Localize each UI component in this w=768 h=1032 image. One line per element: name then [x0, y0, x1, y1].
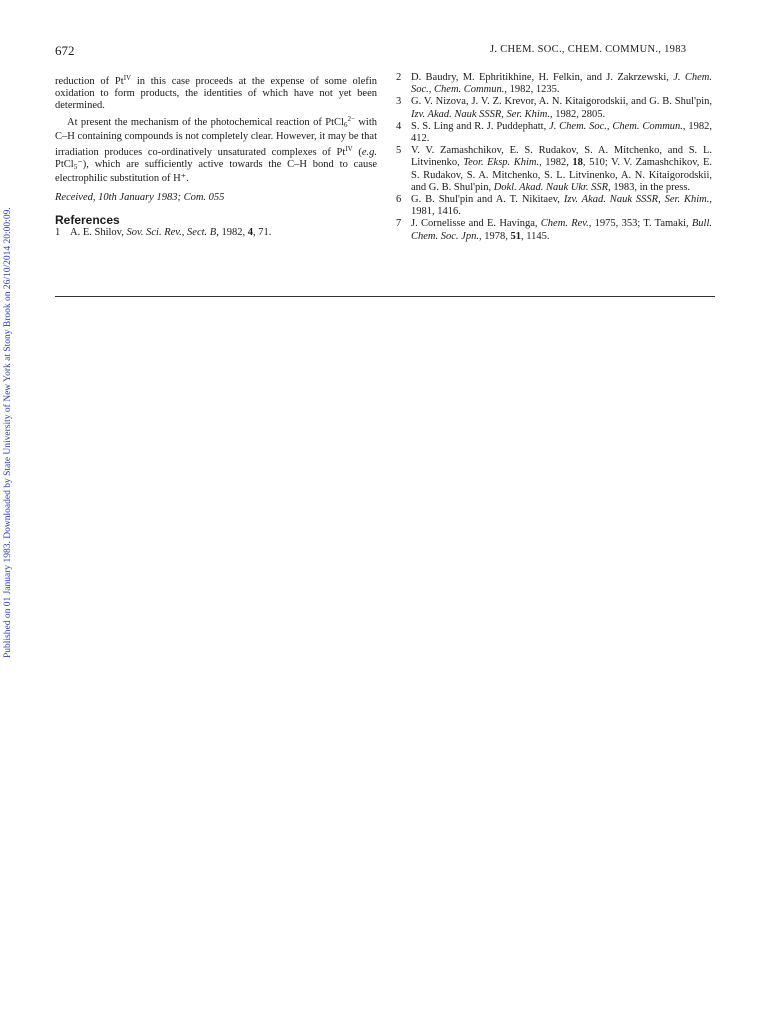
- bottom-rule: [55, 296, 715, 297]
- body-paragraph: reduction of $Pt^{IV}$ in this case proceeds at the expense of some olefin oxidation to form products, the identities of which have not yet been determined.: [55, 74, 378, 112]
- reference-3: 3 G. V. Nizova, J. V. Z. Krevor, A. N. Kitaigorodskii, and G. B. Shul'pin, Izv. Akad. Nauk SSSR, Ser. Khim., 1982, 2805.: [396, 96, 712, 120]
- received-line: Received, 10th January 1983; Com. 055: [55, 191, 225, 203]
- reference-2: 2 D. Baudry, M. Ephritikhine, H. Felkin, and J. Zakrzewski, J. Chem. Soc., Chem. Commun., 1982, 1235.: [396, 72, 712, 96]
- references-heading: References: [55, 212, 120, 227]
- left-column: [55, 72, 377, 239]
- download-watermark: Published on 01 January 1983. Downloaded by State University of New York at Stony Brook on 26/10/2014 20:00:09.: [3, 207, 13, 658]
- right-column: [396, 72, 712, 243]
- body-paragraph: At present the mechanism of the photochemical reaction of PtCl$_6^{2-}$ with C–H containing compounds is not completely clear. However, it may be that irradiation produces co-ordinatively unsaturated complexes of $Pt^{IV}$ (e.g. PtCl$_5$⁻), which are sufficiently active towards the C–H bond to cause electrophilic substitution of H⁺.: [55, 114, 378, 185]
- running-head: J. CHEM. SOC., CHEM. COMMUN., 1983: [490, 44, 687, 55]
- reference-7: 7 J. Cornelisse and E. Havinga, Chem. Rev., 1975, 353; T. Tamaki, Bull. Chem. Soc. Jpn., 1978, 51, 1145.: [396, 218, 713, 242]
- reference-5: 5 V. V. Zamashchikov, E. S. Rudakov, S. A. Mitchenko, and S. L. Litvinenko, Teor. Eksp. Khim., 1982, 18, 510; V. V. Zamashchikov, E. S. Rudakov, S. A. Mitchenko, S. L. Litvinenko, A. N. Kitaigorodskii, and G. B. Shul'pin, Dokl. Akad. Nauk Ukr. SSR, 1983, in the press.: [396, 145, 713, 193]
- reference-6: 6 G. B. Shul'pin and A. T. Nikitaev, Izv. Akad. Nauk SSSR, Ser. Khim., 1981, 1416.: [396, 194, 713, 218]
- reference-4: 4 S. S. Ling and R. J. Puddephatt, J. Chem. Soc., Chem. Commun., 1982, 412.: [396, 120, 712, 145]
- page-number: 672: [55, 43, 75, 58]
- reference-1: 1 A. E. Shilov, Sov. Sci. Rev., Sect. B, 1982, 4, 71.: [55, 226, 272, 238]
